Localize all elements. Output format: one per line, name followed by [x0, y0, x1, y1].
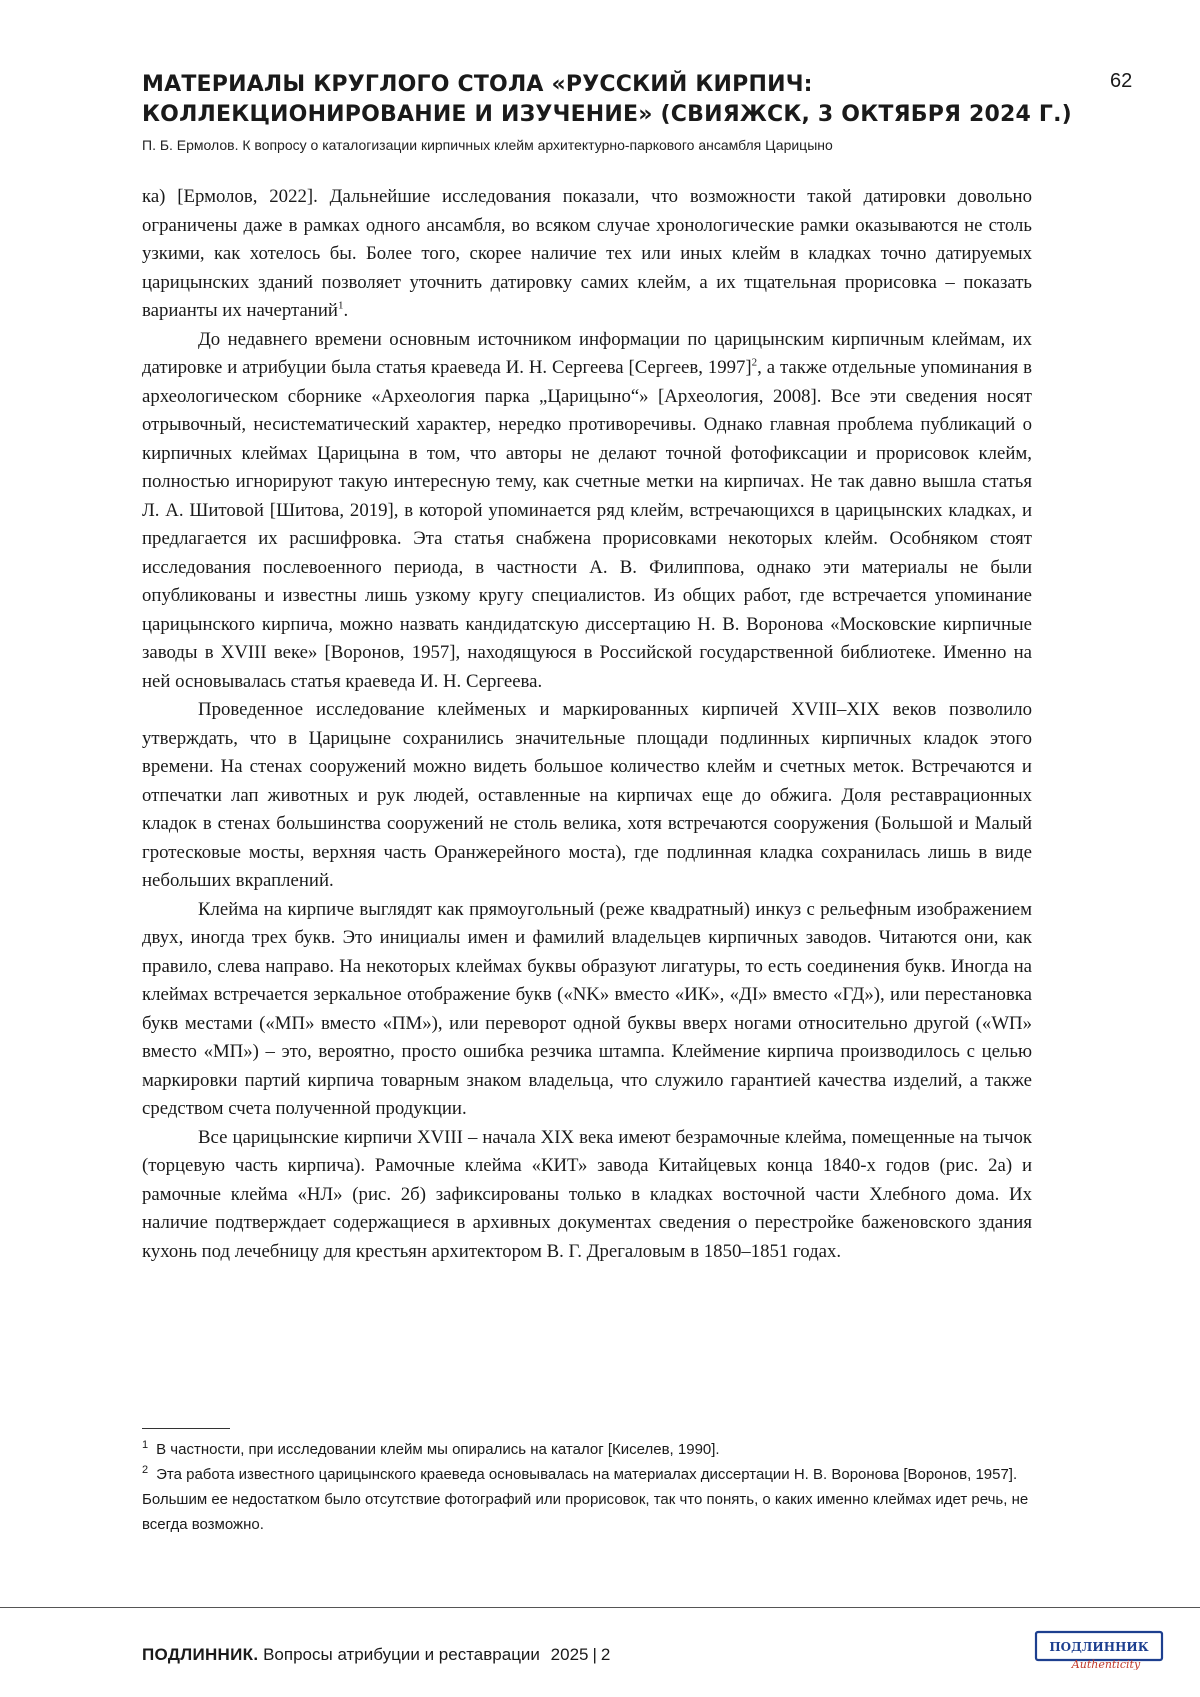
paragraph-2-text-b: , а также отдельные упоминания в археологическом сборнике «Археология парка „Царицыно“» [Археология, 2008]. Все эти сведения носят отрывочный, несистематический характер, нередко противоречивы. Однако главная проблема публикаций о кирпичных клеймах Царицына в том, что авторы не делают точной фотофиксации и прорисовок клейм, полностью игнорируют такую интересную тему, как счетные метки на кирпичах. Не так давно вышла статья Л. А. Шитовой [Шитова, 2019], в которой упоминается ряд клейм, встречающихся в царицынских кладках, и предлагается их расшифровка. Эта статья снабжена прорисовками некоторых клейм. Особняком стоят исследования послевоенного периода, в частности А. В. Филиппова, однако эти материалы не были опубликованы и известны лишь узкому кругу специалистов. Из общих работ, где встречается упоминание царицынского кирпича, можно назвать кандидатскую диссертацию Н. В. Воронова «Московские кирпичные заводы в XVIII веке» [Воронов, 1957], находящуюся в Российской государственной библиотеке. Именно на ней основывалась статья краеведа И. Н. Сергеева. — [142, 357, 1032, 692]
paragraph-2 — [142, 326, 1032, 697]
paragraph-1-end: . — [343, 300, 348, 321]
footer-journal — [142, 1645, 610, 1665]
issue-separator: | — [593, 1645, 597, 1664]
footnote-number: 2 — [142, 1464, 148, 1476]
logo-text: ПОДЛИННИК — [1049, 1640, 1148, 1654]
footer-divider — [0, 1607, 1200, 1608]
paragraph-1 — [142, 183, 1032, 326]
journal-name: ПОДЛИННИК. — [142, 1645, 258, 1664]
footnote-number: 1 — [142, 1439, 148, 1451]
paragraph-2-text-a: До недавнего времени основным источником информации по царицынским кирпичным клеймам, их датировке и атрибуции была статья краеведа И. Н. Сергеева [Сергеев, 1997] — [142, 329, 1032, 379]
article-body — [142, 183, 1032, 1266]
footnote-text: Эта работа известного царицынского краеведа основывалась на материалах диссертации Н. В. Воронова [Воронов, 1957]. Большим ее недостатком было отсутствие фотографий или прорисовок, так что понять, о каких именно клеймах идет речь, не всегда возможно. — [142, 1466, 1028, 1533]
footnote-divider — [142, 1428, 230, 1429]
footnote-1 — [142, 1437, 1042, 1462]
paragraph-5: Все царицынские кирпичи XVIII – начала XIX века имеют безрамочные клейма, помещенные на тычок (торцевую часть кирпича). Рамочные клейма «КИТ» завода Китайцевых конца 1840-х годов (рис. 2а) и рамочные клейма «НЛ» (рис. 2б) зафиксированы только в кладках восточной части Хлебного дома. Их наличие подтверждает содержащиеся в архивных документах сведения о перестройке баженовского здания кухонь под лечебницу для крестьян архитектором В. Г. Дрегаловым в 1850–1851 годах. — [142, 1124, 1032, 1267]
page-number: 62 — [1110, 70, 1132, 93]
issue-year: 2025 — [551, 1645, 589, 1664]
footnote-text: В частности, при исследовании клейм мы опирались на каталог [Киселев, 1990]. — [156, 1441, 719, 1458]
footnote-2 — [142, 1462, 1042, 1537]
journal-logo — [1034, 1630, 1164, 1670]
footnote-ref-2[interactable]: 2 — [752, 357, 758, 369]
paragraph-4: Клейма на кирпиче выглядят как прямоугольный (реже квадратный) инкуз с рельефным изображением двух, иногда трех букв. Это инициалы имен и фамилий владельцев кирпичных заводов. Читаются они, как правило, слева направо. На некоторых клеймах буквы образуют лигатуры, то есть соединения букв. Иногда на клеймах встречается зеркальное отображение букв («NK» вместо «ИК», «ДI» вместо «ГД»), или перестановка букв местами («МП» вместо «ПМ»), или переворот одной буквы вверх ногами относительно другой («WП» вместо «МП») – это, вероятно, просто ошибка резчика штампа. Клеймение кирпича производилось с целью маркировки партий кирпича товарным знаком владельца, что служило гарантией качества изделий, а также средством счета полученной продукции. — [142, 896, 1032, 1124]
header-title: МАТЕРИАЛЫ КРУГЛОГО СТОЛА «РУССКИЙ КИРПИЧ: КОЛЛЕКЦИОНИРОВАНИЕ И ИЗУЧЕНИЕ» (СВИЯЖСК, 3 ОКТЯБРЯ 2024 Г.) — [142, 70, 1102, 130]
running-head: П. Б. Ермолов. К вопросу о каталогизации кирпичных клейм архитектурно-паркового ансамбля Царицыно — [142, 136, 1102, 154]
paragraph-3: Проведенное исследование клейменых и маркированных кирпичей XVIII–XIX веков позволило утверждать, что в Царицыне сохранились значительные площади подлинных кирпичных кладок этого времени. На стенах сооружений можно видеть большое количество клейм и счетных меток. Встречаются и отпечатки лап животных и рук людей, оставленные на кирпичах еще до обжига. Доля реставрационных кладок в стенах большинства сооружений не столь велика, хотя встречаются сооружения (Большой и Малый гротесковые мосты, верхняя часть Оранжерейного моста), где подлинная кладка сохранилась лишь в виде небольших вкраплений. — [142, 696, 1032, 896]
issue-number: 2 — [601, 1645, 610, 1664]
logo-script: Authenticity — [1071, 1658, 1141, 1670]
footnotes — [142, 1437, 1042, 1537]
page — [0, 0, 1200, 1697]
footnote-ref-1[interactable]: 1 — [338, 300, 344, 312]
journal-subtitle: Вопросы атрибуции и реставрации — [263, 1645, 540, 1664]
paragraph-1-text: ка) [Ермолов, 2022]. Дальнейшие исследования показали, что возможности такой датировки довольно ограничены даже в рамках одного ансамбля, во всяком случае хронологические рамки оказываются не столь узкими, как хотелось бы. Более того, скорее наличие тех или иных клейм в кладках точно датируемых царицынских зданий позволяет уточнить датировку самих клейм, а их тщательная прорисовка – показать варианты их начертаний — [142, 186, 1032, 321]
